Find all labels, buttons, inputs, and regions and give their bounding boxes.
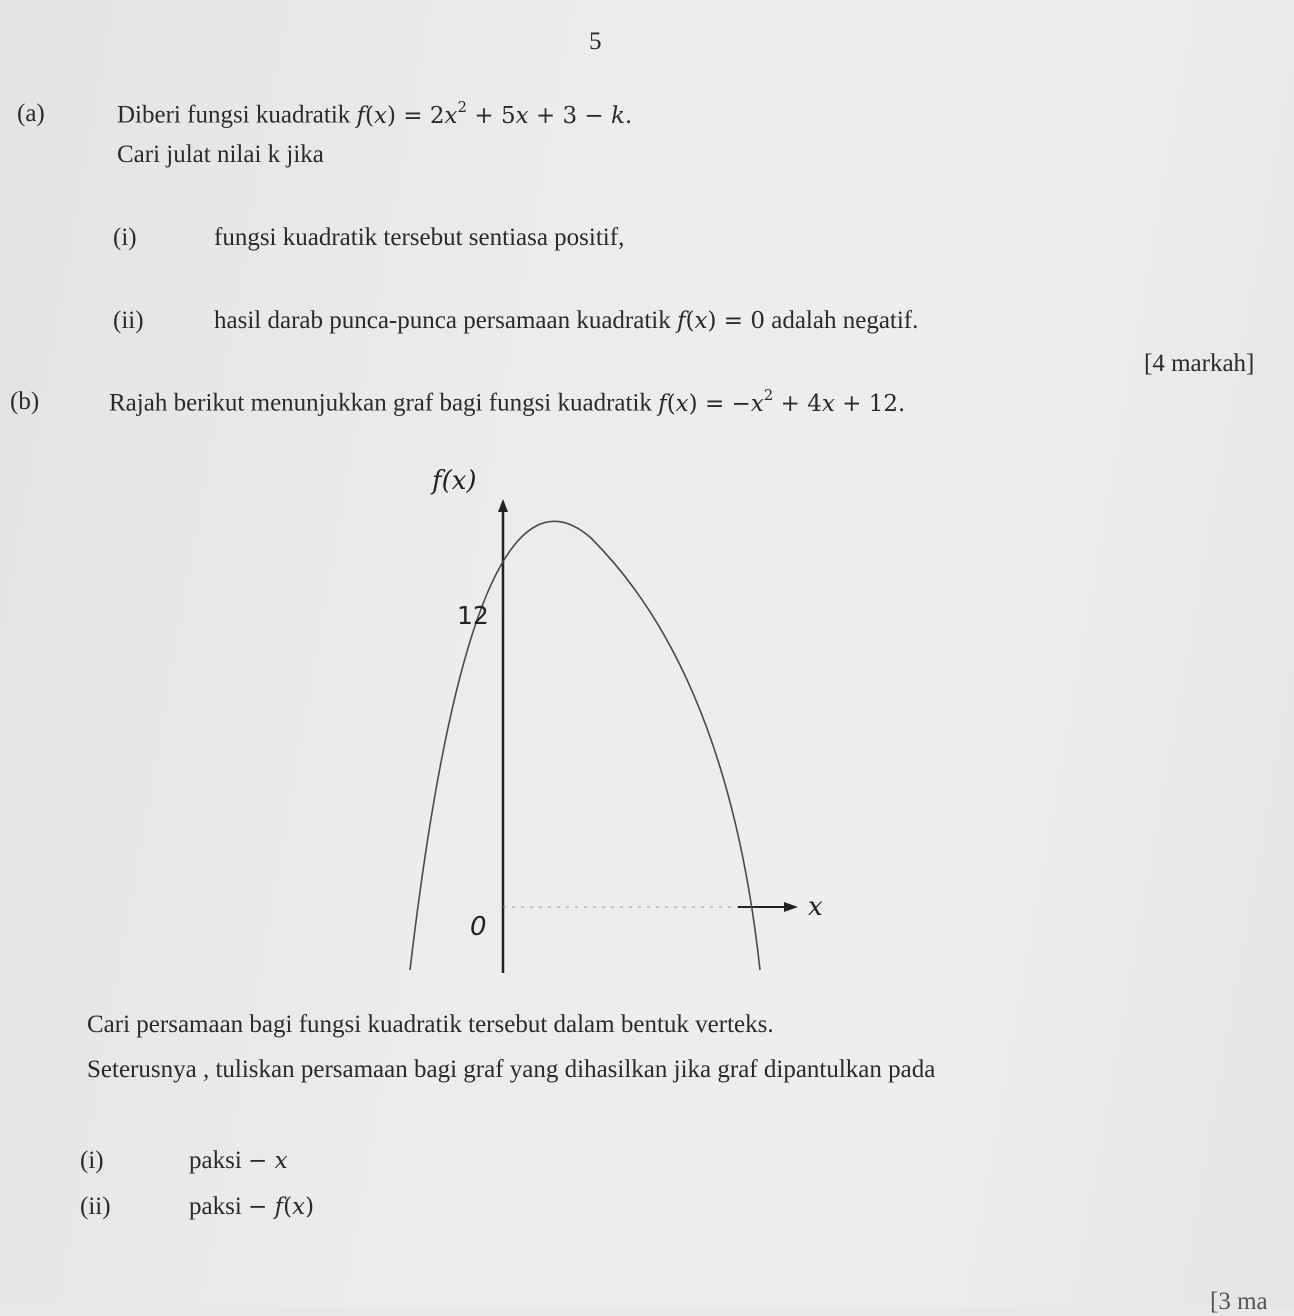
part-b-marks-partial: [3 ma (1210, 1288, 1268, 1315)
x-axis-label: x (808, 892, 823, 922)
part-a-instruction: Cari julat nilai k jika (117, 141, 324, 168)
part-b-question-line1: Cari persamaan bagi fungsi kuadratik tersebut dalam bentuk verteks. (87, 1011, 774, 1038)
part-a-intro-text: Diberi fungsi kuadratik (117, 101, 357, 129)
part-b-item-i-label: (i) (80, 1147, 104, 1174)
part-b-label: (b) (10, 388, 40, 415)
part-a-function: $f(x) = 2x^2 + 5x + 3 - k$. (356, 98, 633, 129)
part-a-item-ii-text (214, 307, 918, 335)
part-b-item-ii-label: (ii) (80, 1193, 111, 1220)
part-a-item-ii-text-post: adalah negatif. (764, 307, 919, 334)
quadratic-graph (380, 455, 850, 985)
y-axis-label: f(x) (432, 466, 477, 496)
part-b-intro-text: Rajah berikut menunjukkan graf bagi fungsi kuadratik (109, 389, 659, 417)
part-b-intro (109, 388, 905, 418)
part-a-label: (a) (17, 100, 45, 127)
part-b-item-ii-text (189, 1193, 314, 1221)
parabola-curve (410, 521, 760, 970)
page-number: 5 (589, 28, 602, 55)
part-b-question-line2: Seterusnya , tuliskan persamaan bagi graf yang dihasilkan jika graf dipantulkan pada (87, 1056, 936, 1083)
part-b-item-ii-math: − f(x) (248, 1194, 315, 1220)
part-b-function: $f(x) = -x^2 + 4x + 12$. (658, 386, 906, 417)
part-a-item-i-label: (i) (113, 224, 137, 251)
y-axis-arrowhead (498, 499, 508, 512)
part-a-item-ii-text-pre: hasil darab punca-punca persamaan kuadratik (214, 307, 677, 334)
y-intercept-label: 12 (457, 601, 489, 630)
part-a-item-ii-math: f(x) = 0 (677, 308, 765, 334)
origin-label: 0 (470, 912, 487, 942)
part-a-intro (117, 100, 632, 130)
part-b-item-i-math: − x (248, 1148, 288, 1174)
part-b-item-i-text (189, 1147, 288, 1175)
x-axis-arrowhead (784, 902, 798, 912)
part-a-marks: [4 markah] (1144, 350, 1255, 377)
part-b-item-i-word: paksi (189, 1147, 249, 1174)
part-b-item-ii-word: paksi (189, 1193, 249, 1220)
part-a-item-ii-label: (ii) (113, 307, 144, 334)
part-a-item-i-text: fungsi kuadratik tersebut sentiasa positif, (214, 224, 625, 251)
